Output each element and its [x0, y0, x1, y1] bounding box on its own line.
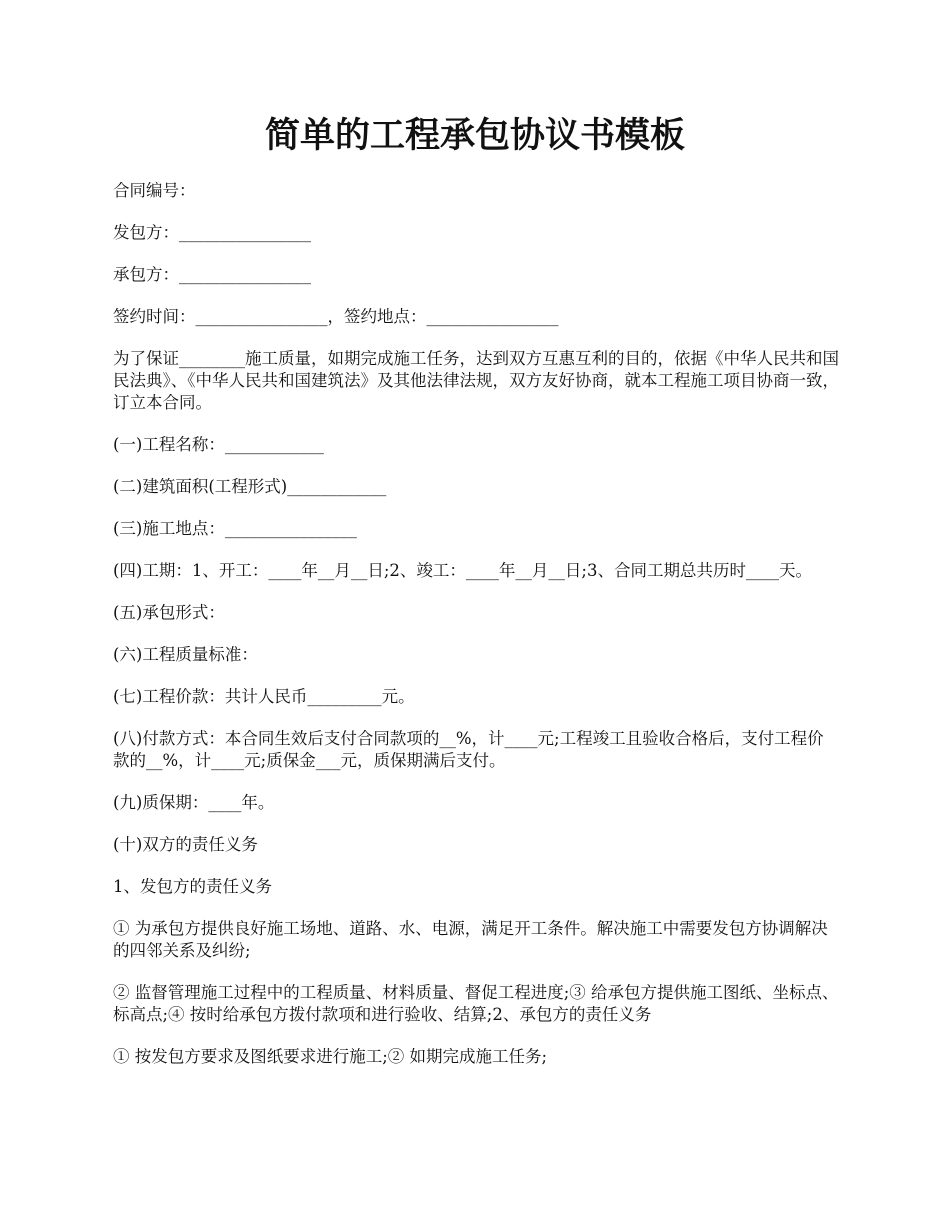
- clause-project-name: (一)工程名称：____________: [113, 435, 324, 454]
- clause-building-area: (二)建筑面积(工程形式)____________: [113, 477, 387, 496]
- contract-number-line: 合同编号：: [113, 181, 196, 200]
- clause-contract-form: (五)承包形式：: [113, 603, 225, 622]
- clause-schedule: (四)工期：1、开工：____年__月__日;2、竣工：____年__月__日;3、合同工期总共历时____天。: [113, 561, 812, 580]
- preamble-paragraph: 为了保证________施工质量，如期完成施工任务，达到双方互惠互利的目的，依据《中华人民共和国民法典》、《中华人民共和国建筑法》及其他法律法规，双方友好协商，就本工程施工项目协商一致，订立本合同。: [113, 349, 839, 412]
- clause-price: (七)工程价款：共计人民币_________元。: [113, 687, 415, 706]
- contractor-line: 承包方：________________: [113, 265, 311, 284]
- clause-warranty: (九)质保期：____年。: [113, 793, 275, 812]
- clause-responsibilities: (十)双方的责任义务: [113, 835, 258, 854]
- document-body: [113, 180, 839, 1088]
- clause-site-location: (三)施工地点：________________: [113, 519, 357, 538]
- employer-line: 发包方：________________: [113, 223, 311, 242]
- employer-duty-1: ① 为承包方提供良好施工场地、道路、水、电源，满足开工条件。解决施工中需要发包方协调解决的四邻关系及纠纷;: [113, 919, 828, 960]
- clause-payment: (八)付款方式：本合同生效后支付合同款项的__%，计____元;工程竣工且验收合格后，支付工程价款的__%，计____元;质保金___元，质保期满后支付。: [113, 729, 824, 770]
- document-title: 简单的工程承包协议书模板: [264, 115, 685, 156]
- employer-duty-2-4: ② 监督管理施工过程中的工程质量、材料质量、督促工程进度;③ 给承包方提供施工图纸、坐标点、标高点;④ 按时给承包方拨付款项和进行验收、结算;2、承包方的责任义务: [113, 983, 839, 1024]
- clause-quality-standard: (六)工程质量标准：: [113, 645, 258, 664]
- signing-time-place-line: 签约时间：________________，签约地点：________________: [113, 307, 559, 326]
- employer-responsibilities-heading: 1、发包方的责任义务: [113, 877, 272, 896]
- contractor-duties: ① 按发包方要求及图纸要求进行施工;② 如期完成施工任务;: [113, 1047, 548, 1066]
